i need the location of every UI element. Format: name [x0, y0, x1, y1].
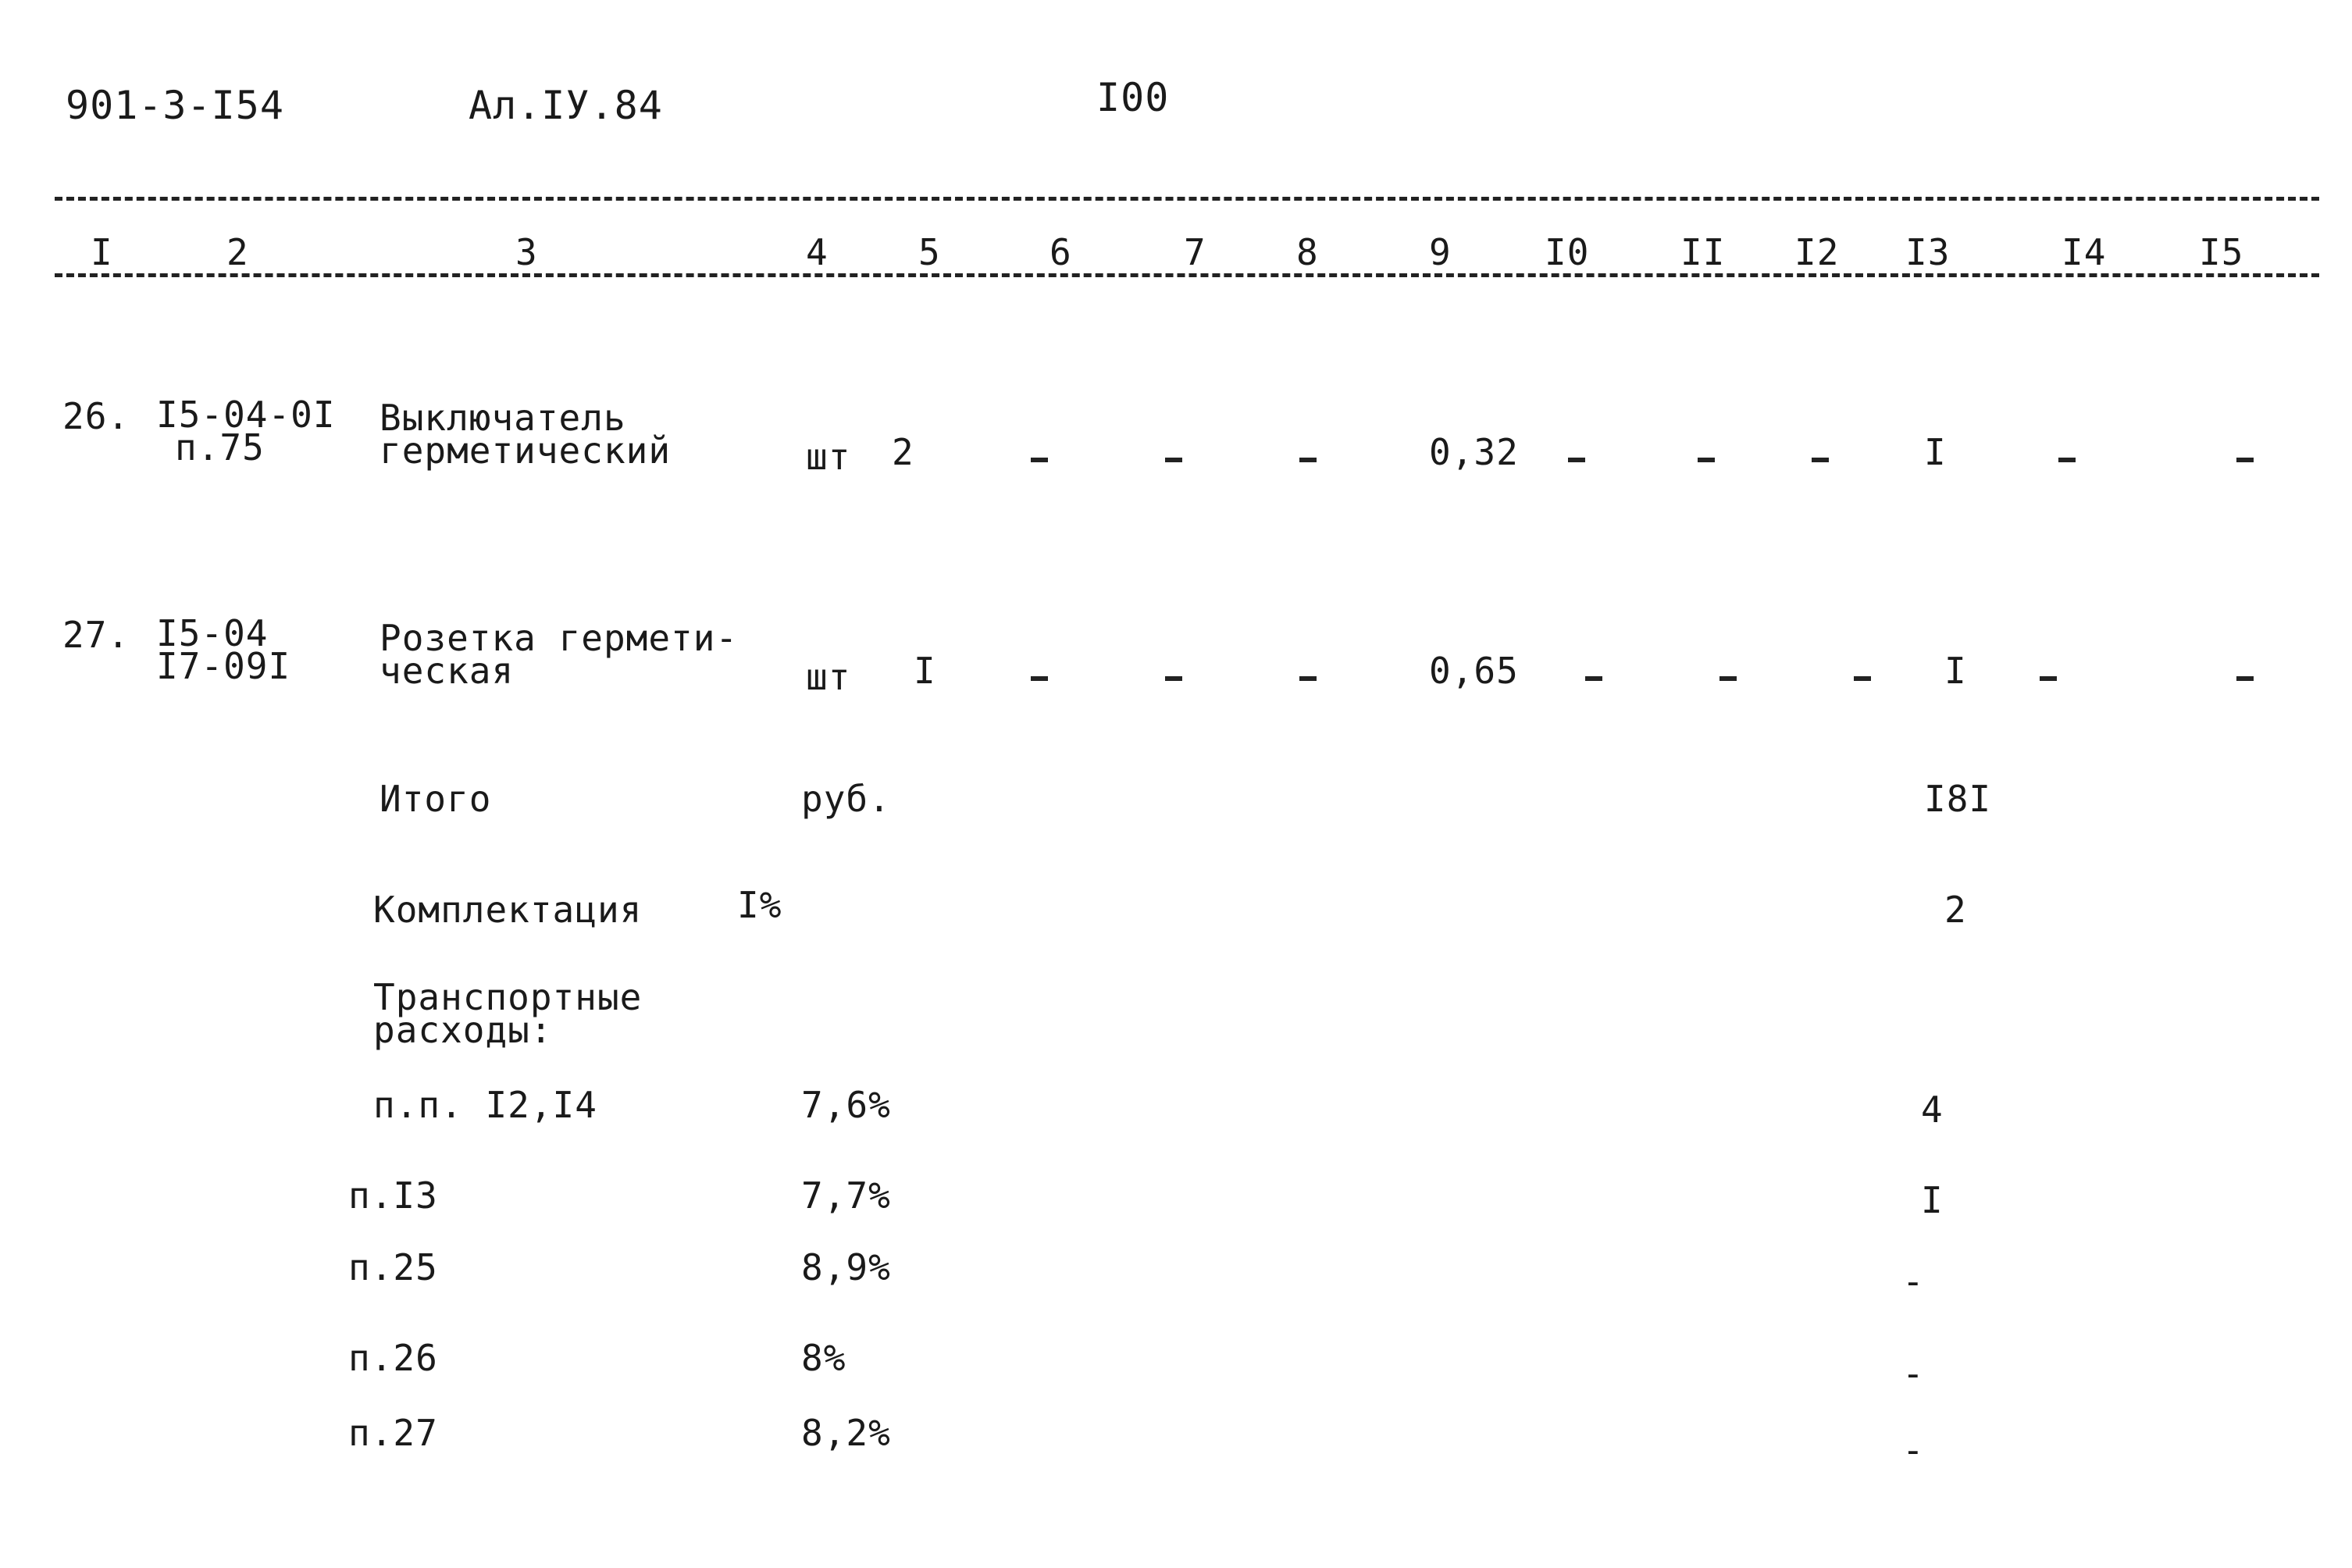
transport-item-label: п.25 — [348, 1246, 438, 1288]
sheet-reference: Ал.IУ.84 — [469, 83, 663, 128]
transport-item-value: - — [1902, 1260, 1925, 1303]
column-number: 4 — [806, 231, 829, 273]
transport-item-value: I — [1921, 1179, 1944, 1221]
row-quantity: 2 — [892, 431, 914, 473]
itogo-value: I8I — [1924, 778, 1992, 820]
row-value-col13: I — [1924, 431, 1947, 473]
transport-item-label: п.I3 — [348, 1174, 438, 1217]
empty-cell-dash — [2040, 676, 2057, 681]
transport-item-percent: 7,7% — [801, 1174, 891, 1217]
transport-item-percent: 7,6% — [801, 1084, 891, 1126]
komplektatsiya-percent: I% — [737, 884, 782, 926]
column-number: 3 — [515, 231, 538, 273]
row-value-col13: I — [1944, 650, 1967, 692]
transport-item-label: п.26 — [348, 1337, 438, 1379]
transport-label: Транспортные расходы: — [373, 976, 643, 1052]
empty-cell-dash — [1299, 676, 1317, 681]
table-top-rule — [55, 197, 2319, 201]
row-number: 27. — [62, 614, 130, 656]
komplektatsiya-label: Комплектация — [373, 889, 643, 931]
empty-cell-dash — [2058, 458, 2076, 462]
row-quantity: I — [914, 650, 936, 692]
column-number: I5 — [2199, 231, 2244, 273]
empty-cell-dash — [1568, 458, 1585, 462]
row-value-col9: 0,32 — [1429, 431, 1519, 473]
itogo-label: Итого — [380, 778, 492, 820]
transport-item-value: 4 — [1921, 1089, 1944, 1131]
empty-cell-dash — [1165, 676, 1182, 681]
komplektatsiya-value: 2 — [1944, 889, 1967, 931]
transport-item-value: - — [1902, 1429, 1925, 1471]
transport-item-value: - — [1902, 1352, 1925, 1395]
document-code: 901-3-I54 — [66, 83, 284, 128]
itogo-unit: руб. — [801, 778, 891, 820]
row-value-col9: 0,65 — [1429, 650, 1519, 692]
empty-cell-dash — [1698, 458, 1715, 462]
row-code: I5-04 I7-09I — [156, 612, 291, 688]
column-number: I0 — [1545, 231, 1590, 273]
column-number: I2 — [1794, 231, 1840, 273]
column-number: I — [91, 231, 113, 273]
transport-item-percent: 8,9% — [801, 1246, 891, 1288]
row-name: Выключатель герметический — [380, 397, 672, 472]
column-number: II — [1680, 231, 1726, 273]
empty-cell-dash — [1165, 458, 1182, 462]
empty-cell-dash — [1031, 458, 1048, 462]
transport-item-label: п.27 — [348, 1412, 438, 1454]
column-number: 9 — [1429, 231, 1452, 273]
empty-cell-dash — [1812, 458, 1829, 462]
column-number: 2 — [226, 231, 249, 273]
column-number: 7 — [1184, 231, 1206, 273]
row-number: 26. — [62, 395, 130, 437]
transport-item-percent: 8,2% — [801, 1412, 891, 1454]
column-number: I3 — [1905, 231, 1951, 273]
transport-item-label: п.п. I2,I4 — [373, 1084, 597, 1126]
empty-cell-dash — [1031, 676, 1048, 681]
empty-cell-dash — [1854, 676, 1871, 681]
row-code: I5-04-0I п.75 — [156, 394, 336, 469]
empty-cell-dash — [2236, 458, 2254, 462]
transport-item-percent: 8% — [801, 1337, 846, 1379]
column-header-rule — [55, 273, 2319, 277]
column-number: I4 — [2062, 231, 2107, 273]
row-unit: шт — [806, 656, 851, 698]
row-name: Розетка гермети- ческая — [380, 617, 739, 693]
row-unit: шт — [806, 436, 851, 478]
empty-cell-dash — [2236, 676, 2254, 681]
column-number: 5 — [918, 231, 941, 273]
column-number: 8 — [1296, 231, 1319, 273]
page-number: I00 — [1096, 75, 1170, 120]
column-number: 6 — [1049, 231, 1072, 273]
empty-cell-dash — [1299, 458, 1317, 462]
empty-cell-dash — [1585, 676, 1602, 681]
empty-cell-dash — [1719, 676, 1737, 681]
